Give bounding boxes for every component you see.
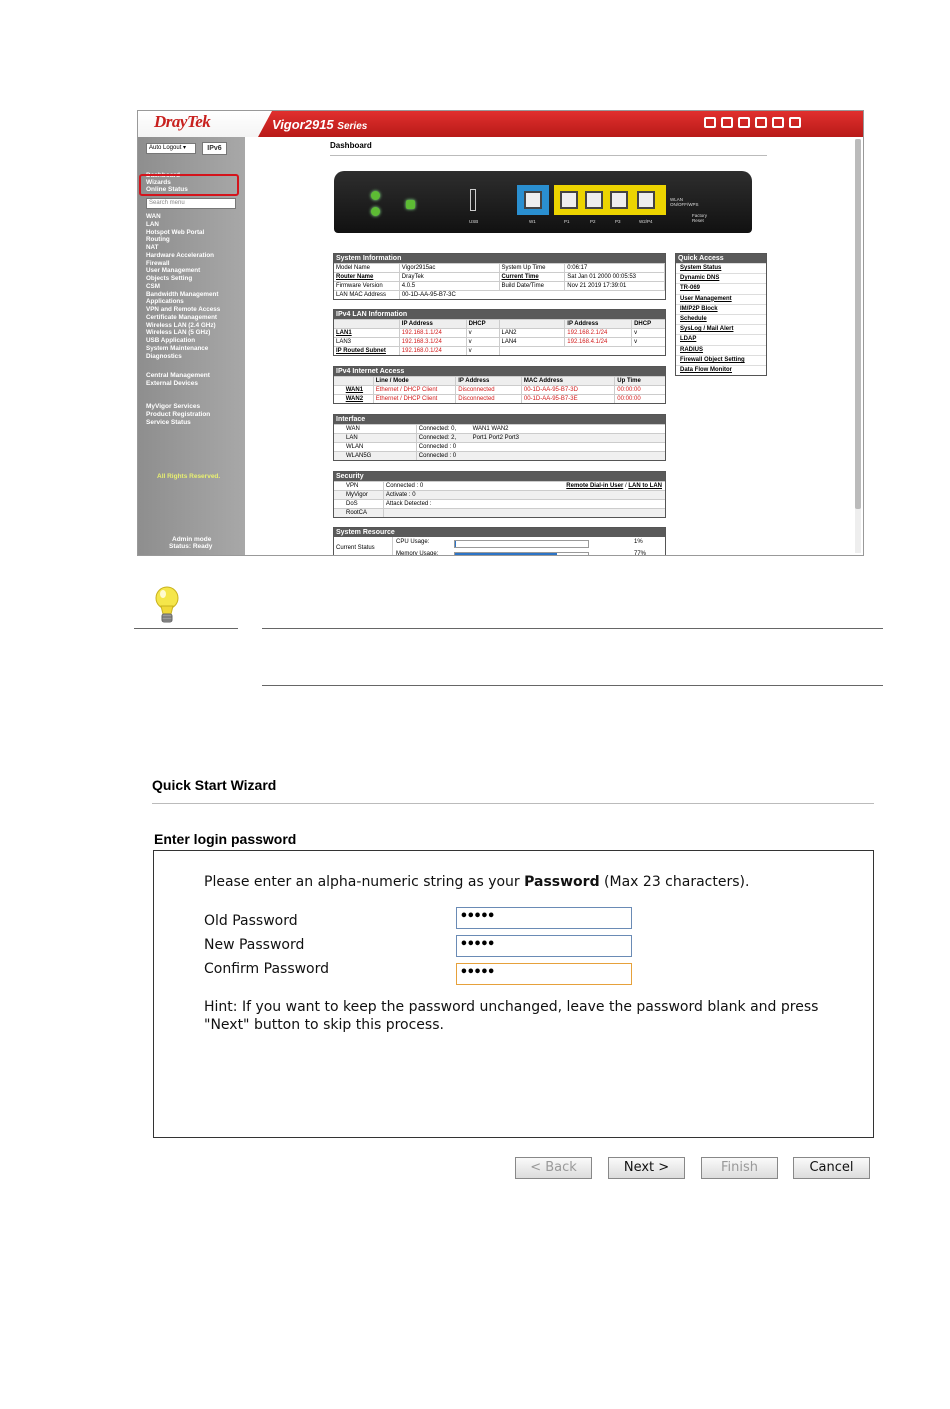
menu-wizards[interactable]: Wizards (146, 179, 171, 186)
wizard-section-title: Enter login password (154, 831, 297, 847)
menu-item[interactable]: Diagnostics (146, 352, 182, 360)
finish-button[interactable]: Finish (701, 1157, 778, 1179)
book-icon[interactable] (772, 117, 784, 128)
hint-text-line2: "Next" button to skip this process. (204, 1017, 444, 1033)
table-row: LAN Connected: 2, Port1 Port2 Port3 (334, 433, 665, 442)
menu-item[interactable]: Firewall (146, 259, 170, 267)
quick-access-link[interactable]: Schedule (676, 314, 766, 324)
old-password-input[interactable]: ••••• (456, 907, 632, 929)
menu-item[interactable]: Wireless LAN (5 GHz) (146, 329, 211, 337)
remote-dialin-link[interactable]: Remote Dial-in User (566, 483, 624, 489)
table-row: WAN2 Ethernet / DHCP Client Disconnected 00-1D-AA-95-B7-3E 00:00:00 (334, 394, 665, 403)
menu-myvigor-services[interactable]: MyVigor Services (146, 403, 201, 410)
new-password-label: New Password (204, 937, 305, 953)
page-scrollbar[interactable] (855, 139, 861, 553)
dashboard-title: Dashboard (330, 141, 372, 150)
wizards-highlight-box (139, 174, 239, 196)
calendar-icon[interactable] (755, 117, 767, 128)
quick-access-link[interactable]: TR-069 (676, 283, 766, 293)
table-header-row: Line / Mode IP Address MAC Address Up Time (334, 376, 665, 385)
quick-access-link[interactable]: Firewall Object Setting (676, 355, 766, 365)
settings-icon[interactable] (738, 117, 750, 128)
menu-online-status[interactable]: Online Status (146, 186, 188, 193)
logout-icon[interactable] (789, 117, 801, 128)
menu-item[interactable]: Applications (146, 298, 184, 306)
security-panel: Security VPN Connected : 0 Remote Dial-in User / LAN to LAN MyVigor Activate : 0 DoS Attack Detected : RootCA (333, 471, 666, 518)
menu-item[interactable]: USB Application (146, 337, 196, 344)
table-row: VPN Connected : 0 Remote Dial-in User / LAN to LAN (334, 481, 665, 490)
wizard-form-box (153, 850, 874, 1138)
table-row: Model Name Vigor2915ac System Up Time 0:06:17 (334, 263, 665, 272)
confirm-password-input[interactable]: ••••• (456, 963, 632, 985)
led-icon (406, 200, 415, 209)
menu-item[interactable]: CSM (146, 282, 160, 290)
table-row: MyVigor Activate : 0 (334, 490, 665, 499)
table-row: LAN3 192.168.3.1/24 v LAN4 192.168.4.1/24 v (334, 337, 665, 346)
table-row: RootCA (334, 508, 665, 517)
menu-item[interactable]: WAN (146, 213, 161, 220)
menu-icon[interactable] (721, 117, 733, 128)
table-row: LAN MAC Address 00-1D-AA-95-B7-3C (334, 290, 665, 299)
menu-item[interactable]: Wireless LAN (2.4 GHz) (146, 321, 216, 329)
draytek-logo: DrayTek (154, 112, 211, 131)
menu-central-management[interactable]: Central Management (146, 372, 210, 379)
admin-mode-text: Admin mode (172, 536, 212, 543)
quick-access-link[interactable]: User Management (676, 294, 766, 304)
table-row: WAN Connected: 0, WAN1 WAN2 (334, 424, 665, 433)
menu-item[interactable]: Routing (146, 236, 170, 244)
menu-item[interactable]: LAN (146, 220, 159, 228)
search-menu-input[interactable]: Search menu (146, 198, 236, 209)
rights-text: All Rights Reserved. (157, 473, 221, 480)
new-password-input[interactable]: ••••• (456, 935, 632, 957)
back-button[interactable]: < Back (515, 1157, 592, 1179)
table-row: Router Name DrayTek Current Time Sat Jan 01 2000 00:05:53 (334, 272, 665, 281)
wizard-title: Quick Start Wizard (152, 777, 277, 793)
lightbulb-icon (152, 584, 182, 626)
menu-item[interactable]: VPN and Remote Access (146, 306, 221, 313)
usb-port-icon (470, 189, 476, 211)
menu-item[interactable]: User Management (146, 267, 201, 275)
table-row: Firmware Version 4.0.5 Build Date/Time Nov 21 2019 17:39:01 (334, 281, 665, 290)
table-header-row: IP Address DHCP IP Address DHCP (334, 319, 665, 328)
quick-access-link[interactable]: RADIUS (676, 345, 766, 355)
quick-access-link[interactable]: Data Flow Monitor (676, 365, 766, 375)
quick-access-link[interactable]: SysLog / Mail Alert (676, 324, 766, 334)
cpu-usage-bar (454, 540, 589, 548)
menu-dashboard[interactable]: Dashboard (146, 172, 180, 179)
table-row: WAN1 Ethernet / DHCP Client Disconnected 00-1D-AA-95-B7-3D 00:00:00 (334, 385, 665, 394)
router-front-panel: USB W1 P1 P2 P3 W2/P4 WLAN ON/OFF/WPS Factory Reset (334, 171, 752, 233)
wizard-intro: Please enter an alpha-numeric string as your Password (Max 23 characters). (204, 874, 750, 890)
cancel-button[interactable]: Cancel (793, 1157, 870, 1179)
menu-product-registration[interactable]: Product Registration (146, 411, 211, 418)
auto-logout-select[interactable]: Auto Logout ▾ (146, 143, 196, 154)
table-row: WLAN5G Connected : 0 (334, 451, 665, 460)
menu-external-devices[interactable]: External Devices (146, 380, 199, 387)
led-icon (371, 207, 380, 216)
led-icon (371, 191, 380, 200)
ipv4-internet-panel: IPv4 Internet Access Line / Mode IP Address MAC Address Up Time WAN1 Ethernet / DHCP Client Disconnected 00-1D-AA-95-B7-3D 00:00:00 WAN2 Ethernet / DHCP Client Disconnected 00-1D-AA-95-B7-3E 00:00:00 (333, 366, 666, 404)
menu-item[interactable]: Objects Setting (146, 275, 193, 282)
menu-item[interactable]: Hotspot Web Portal (146, 228, 205, 236)
interface-panel: Interface WAN Connected: 0, WAN1 WAN2 LAN Connected: 2, Port1 Port2 Port3 WLAN Connected : 0 WLAN5G Connected : 0 (333, 414, 666, 461)
system-resource-panel: System Resource Current Status CPU Usage: 1% Memory Usage: 77% (333, 527, 666, 556)
menu-item[interactable]: NAT (146, 244, 159, 251)
quick-access-link[interactable]: System Status (676, 263, 766, 273)
ipv4-lan-panel: IPv4 LAN Information IP Address DHCP IP Address DHCP LAN1 192.168.1.1/24 v LAN2 192.168.2.1/24 v LAN3 192.168.3.1/24 v LAN4 192.168.4.1/24 v IP Routed Subnet 192.168.0.1/24 v (333, 309, 666, 356)
table-row: WLAN Connected : 0 (334, 442, 665, 451)
table-row: DoS Attack Detected : (334, 499, 665, 508)
status-ready-text: Status: Ready (169, 543, 213, 550)
quick-access-panel: Quick Access System Status Dynamic DNS TR-069 User Management IM/P2P Block Schedule SysLog / Mail Alert LDAP RADIUS Firewall Object Setting Data Flow Monitor (675, 253, 767, 376)
quick-access-link[interactable]: IM/P2P Block (676, 304, 766, 314)
series-title: Vigor2915 Series (272, 117, 368, 132)
router-menu-list (146, 213, 220, 360)
table-row: IP Routed Subnet 192.168.0.1/24 v (334, 346, 665, 355)
router-sidebar (138, 137, 245, 556)
quick-access-link[interactable]: LDAP (676, 334, 766, 344)
router-dashboard-screenshot (137, 110, 864, 556)
lan-to-lan-link[interactable]: LAN to LAN (628, 483, 662, 489)
system-information-panel: System Information Model Name Vigor2915ac System Up Time 0:06:17 Router Name DrayTek Current Time Sat Jan 01 2000 00:05:53 Firmware Version 4.0.5 Build Date/Time Nov 21 2019 17:39:01 LAN MAC Address 00-1D-AA-95-B7-3C (333, 253, 666, 300)
quick-access-link[interactable]: Dynamic DNS (676, 273, 766, 283)
menu-item[interactable]: Bandwidth Management (146, 290, 219, 298)
menu-item[interactable]: Hardware Acceleration (146, 251, 215, 259)
memory-usage-bar (454, 552, 589, 556)
home-icon[interactable] (704, 117, 716, 128)
ipv6-badge[interactable]: IPv6 (202, 142, 227, 155)
next-button[interactable]: Next > (608, 1157, 685, 1179)
menu-item[interactable]: System Maintenance (146, 344, 209, 352)
menu-item[interactable]: Certificate Management (146, 313, 218, 321)
hint-text-line1: Hint: If you want to keep the password unchanged, leave the password blank and press (204, 999, 819, 1015)
confirm-password-label: Confirm Password (204, 961, 330, 977)
table-row: LAN1 192.168.1.1/24 v LAN2 192.168.2.1/24 v (334, 328, 665, 337)
router-header (138, 111, 863, 137)
old-password-label: Old Password (204, 913, 298, 929)
menu-service-status[interactable]: Service Status (146, 419, 191, 426)
